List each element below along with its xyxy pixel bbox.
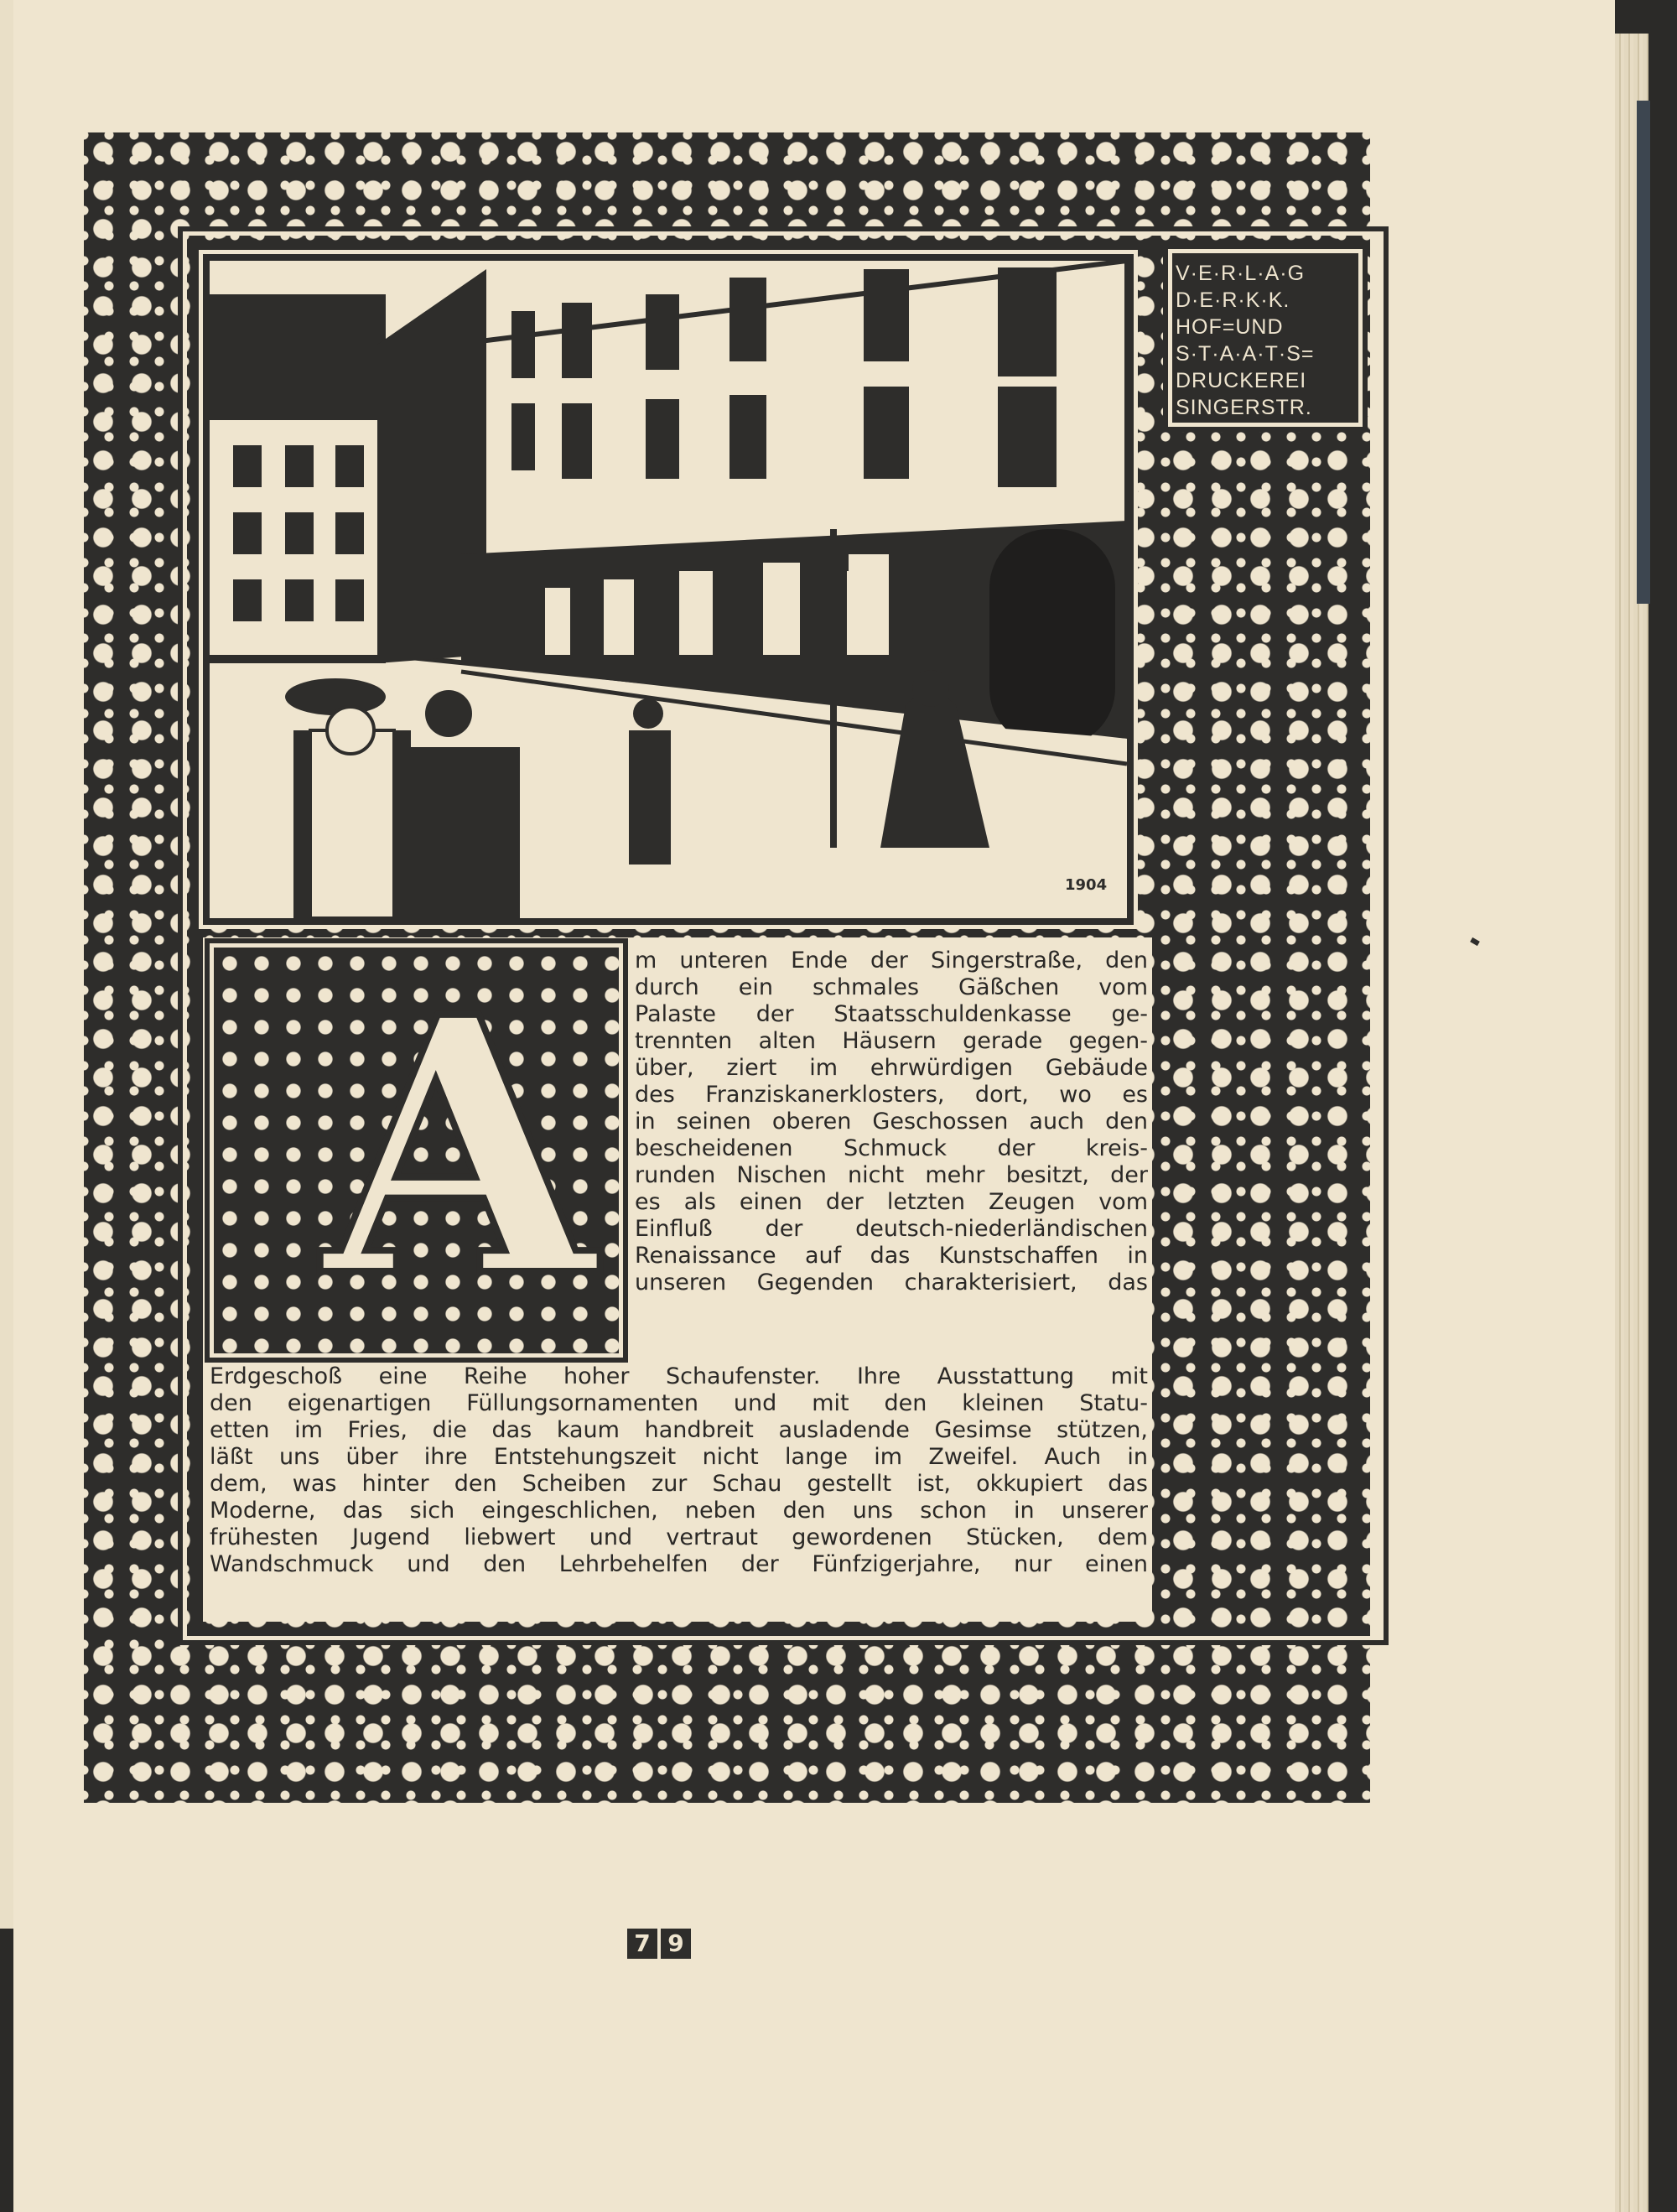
text-line: bescheidenen Schmuck der kreis- <box>635 1135 1148 1161</box>
text-line: dem, was hinter den Scheiben zur Schau gestellt ist, okkupiert das <box>210 1471 1148 1497</box>
page-number-digit: 9 <box>661 1929 691 1959</box>
imprint-line: D·E·R·K·K. <box>1176 288 1290 312</box>
body-text-narrow <box>635 948 1148 1296</box>
text-line: des Franziskanerklosters, dort, wo es <box>635 1082 1148 1108</box>
text-line: Erdgeschoß eine Reihe hoher Schaufenster. Ihre Ausstattung mit <box>210 1363 1148 1389</box>
date-mark: 1904 <box>1065 876 1108 894</box>
text-line: Palaste der Staatsschuldenkasse ge- <box>635 1001 1148 1027</box>
text-line: Wandschmuck und den Lehrbehelfen der Fünfzigerjahre, nur einen <box>210 1551 1148 1577</box>
street-scene-woodcut <box>203 254 1134 925</box>
text-line: Renaissance auf das Kunstschaffen in <box>635 1243 1148 1269</box>
imprint-line: HOF=UND <box>1176 315 1284 339</box>
text-line: Moderne, das sich eingeschlichen, neben den uns schon in unserer <box>210 1498 1148 1524</box>
imprint-line: S·T·A·A·T·S= <box>1176 342 1315 366</box>
imprint-line: DRUCKEREI <box>1176 369 1307 392</box>
body-text-full <box>210 1363 1148 1578</box>
text-line: unseren Gegenden charakterisiert, das <box>635 1270 1148 1296</box>
text-line: in seinen oberen Geschossen auch den <box>635 1109 1148 1135</box>
text-line: Einfluß der deutsch-niederländischen <box>635 1216 1148 1242</box>
text-line: läßt uns über ihre Entstehungszeit nicht lange im Zweifel. Auch in <box>210 1444 1148 1470</box>
page-number-digit: 7 <box>627 1929 657 1959</box>
binding-strip <box>1637 101 1650 604</box>
text-line: frühesten Jugend liebwert und vertraut gewordenen Stücken, dem <box>210 1524 1148 1550</box>
page-number <box>627 1929 691 1959</box>
text-line: trennten alten Häusern gerade gegen- <box>635 1028 1148 1054</box>
text-line: etten im Fries, die das kaum handbreit ausladende Gesimse stützen, <box>210 1417 1148 1443</box>
decorated-initial <box>210 943 623 1358</box>
imprint-line: SINGERSTR. <box>1176 396 1312 419</box>
imprint-line: V·E·R·L·A·G <box>1176 262 1306 285</box>
text-line: m unteren Ende der Singerstraße, den <box>635 948 1148 974</box>
text-line: durch ein schmales Gäßchen vom <box>635 974 1148 1000</box>
street-scene-drawing <box>210 261 1127 918</box>
publisher-imprint <box>1168 249 1363 427</box>
text-line: runden Nischen nicht mehr besitzt, der <box>635 1162 1148 1188</box>
text-line: den eigenartigen Füllungsornamenten und mit den kleinen Statu- <box>210 1390 1148 1416</box>
text-line: über, ziert im ehrwürdigen Gebäude <box>635 1055 1148 1081</box>
text-line: es als einen der letzten Zeugen vom <box>635 1189 1148 1215</box>
initial-letter: A <box>323 942 596 1355</box>
